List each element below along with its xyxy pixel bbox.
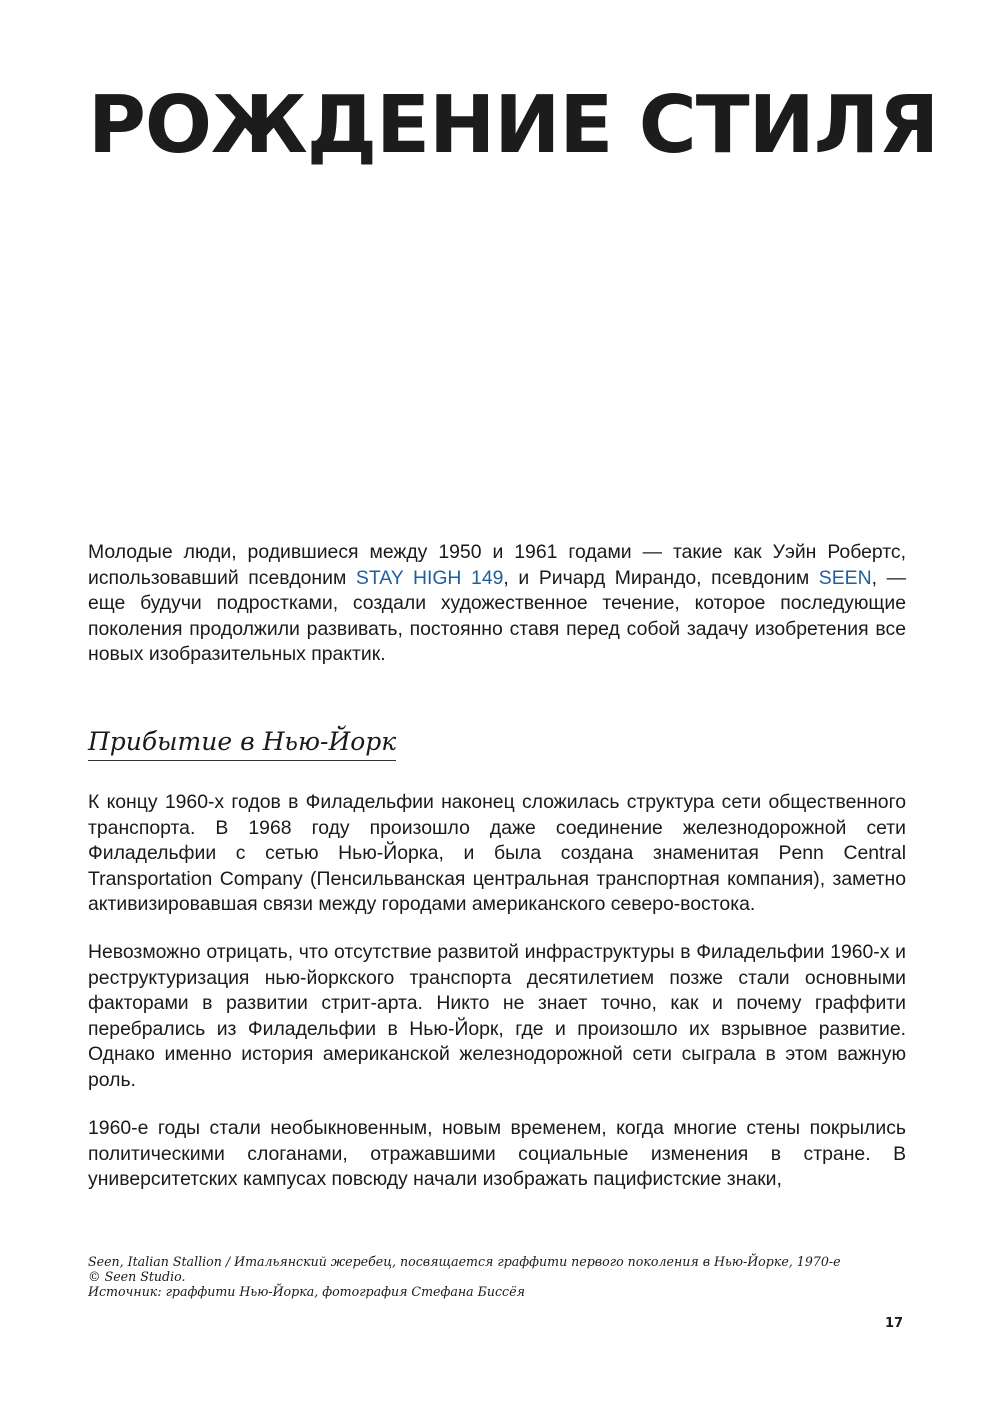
intro-text-part2: , и Ричард Мирандо, псевдоним <box>503 566 819 589</box>
caption-title: Seen, Italian Stallion / Итальянский жеребец, посвящается граффити первого поколения в Нью-Йорке, 1970-е <box>88 1254 841 1269</box>
page-number: 17 <box>885 1316 904 1331</box>
paragraph-text: К концу 1960-х годов в Филадельфии наконец сложилась структура сети общественного транспорта. В 1968 году произошло даже соединение железнодорожной сети Филадельфии с сетью Нью-Йорка, и была создана знаменитая Penn Central Transportation Company (Пенсильванская центральная транспортная компания), заметно активизировавшая связи между городами американского северо-востока. <box>88 791 906 916</box>
intro-text-part1: Молодые люди, родившиеся между 1950 и 1961 годами — такие как Уэйн Робертс, использовавший псевдоним <box>88 541 906 589</box>
body-paragraph <box>88 1116 906 1193</box>
page-title: РОЖДЕНИЕ СТИЛЯ <box>88 79 939 171</box>
paragraph-text: 1960-е годы стали необыкновенным, новым временем, когда многие стены покрылись политическими слоганами, отражавшими социальные изменения в стране. В университетских кампусах повсюду начали изображать пацифистские знаки, <box>88 1117 906 1191</box>
image-caption <box>88 1254 918 1299</box>
intro-text <box>88 540 906 668</box>
caption-copyright: © Seen Studio. <box>88 1269 186 1284</box>
body-paragraph <box>88 790 906 918</box>
section-heading: Прибытие в Нью-Йорк <box>88 726 396 761</box>
intro-text-part3: , — еще будучи подростками, создали художественное течение, которое последующие поколения продолжили развивать, постоянно ставя перед собой задачу изобретения все новых изобразительных практик. <box>88 566 906 666</box>
paragraph-text: Невозможно отрицать, что отсутствие развитой инфраструктуры в Филадельфии 1960-х и реструктуризация нью-йоркского транспорта десятилетием позже стали основными факторами в развитии стрит-арта. Никто не знает точно, как и почему граффити перебрались из Филадельфии в Нью-Йорк, где и произошло их взрывное развитие. Однако именно история американской железнодорожной сети сыграла в этом важную роль. <box>88 941 906 1091</box>
link-stay-high-149[interactable]: STAY HIGH 149 <box>355 566 504 589</box>
link-seen[interactable]: SEEN <box>818 566 872 589</box>
intro-paragraph <box>88 540 906 668</box>
caption-source: Источник: граффити Нью-Йорка, фотография Стефана Биссёя <box>88 1284 525 1299</box>
body-paragraph <box>88 940 906 1094</box>
